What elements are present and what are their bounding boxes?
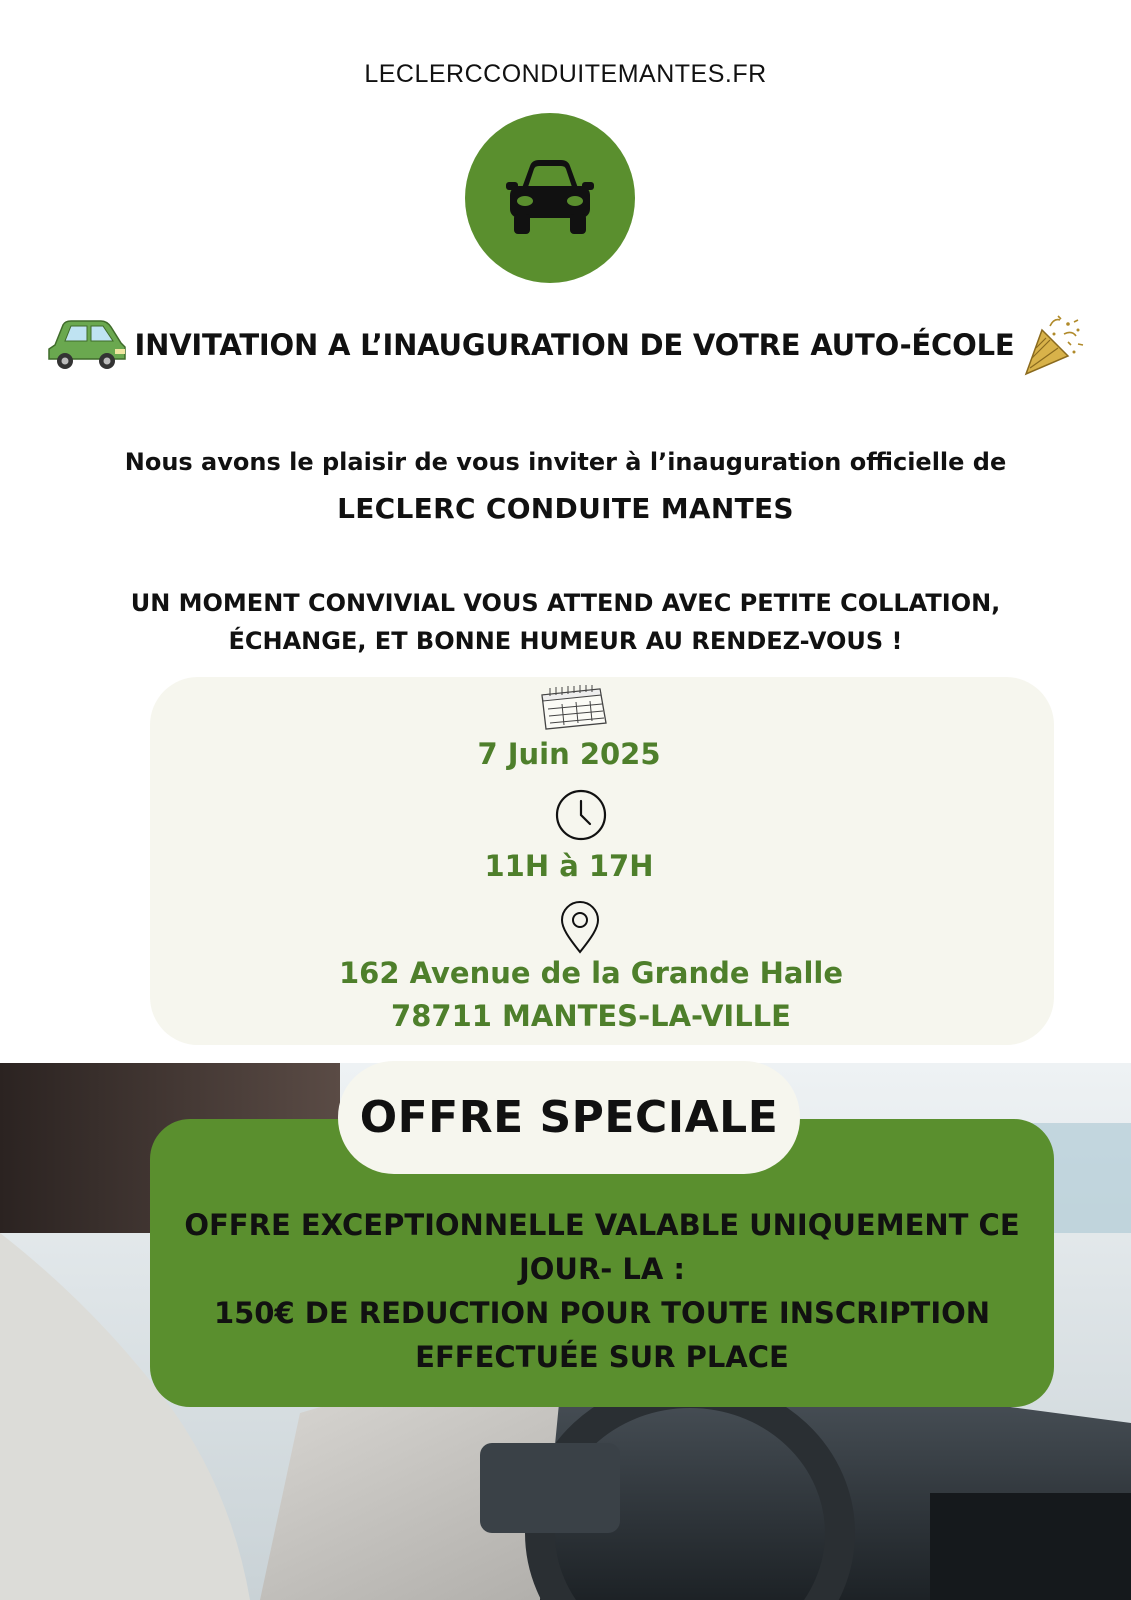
- event-info-card: [150, 677, 1054, 1045]
- offer-heading-pill: [338, 1061, 800, 1174]
- offer-text: [180, 1203, 1024, 1379]
- offer-line-4: EFFECTUÉE SUR PLACE: [415, 1340, 789, 1374]
- page-title: INVITATION A L’INAUGURATION DE VOTRE AUTO-ÉCOLE: [134, 328, 1015, 362]
- convivial-line-1: UN MOMENT CONVIVIAL VOUS ATTEND AVEC PETITE COLLATION,: [130, 589, 1001, 617]
- convivial-line-2: ÉCHANGE, ET BONNE HUMEUR AU RENDEZ-VOUS !: [228, 627, 903, 655]
- offer-heading: OFFRE SPECIALE: [359, 1092, 779, 1143]
- clock-icon: [553, 787, 609, 843]
- convivial-text: [0, 584, 1131, 660]
- party-popper-icon: [1020, 312, 1086, 378]
- brand-name: LECLERC CONDUITE MANTES: [337, 492, 794, 525]
- car-front-icon: [502, 158, 598, 238]
- offer-line-3: 150€ DE REDUCTION POUR TOUTE INSCRIPTION: [213, 1296, 991, 1330]
- location-pin-icon: [558, 901, 602, 955]
- green-car-icon: [45, 315, 129, 375]
- event-date: 7 Juin 2025: [477, 737, 661, 771]
- intro-text: Nous avons le plaisir de vous inviter à l’inauguration officielle de: [124, 448, 1007, 476]
- event-address-line-2: 78711 MANTES-LA-VILLE: [391, 999, 791, 1033]
- event-time: 11H à 17H: [484, 849, 654, 883]
- offer-line-1: OFFRE EXCEPTIONNELLE VALABLE UNIQUEMENT CE: [184, 1208, 1020, 1242]
- calendar-icon: [536, 685, 610, 731]
- logo: [465, 113, 635, 283]
- event-address-line-1: 162 Avenue de la Grande Halle: [338, 956, 844, 990]
- offer-line-2: JOUR- LA :: [518, 1252, 686, 1286]
- website-url: LECLERCCONDUITEMANTES.FR: [364, 60, 767, 88]
- title-row: [0, 310, 1131, 380]
